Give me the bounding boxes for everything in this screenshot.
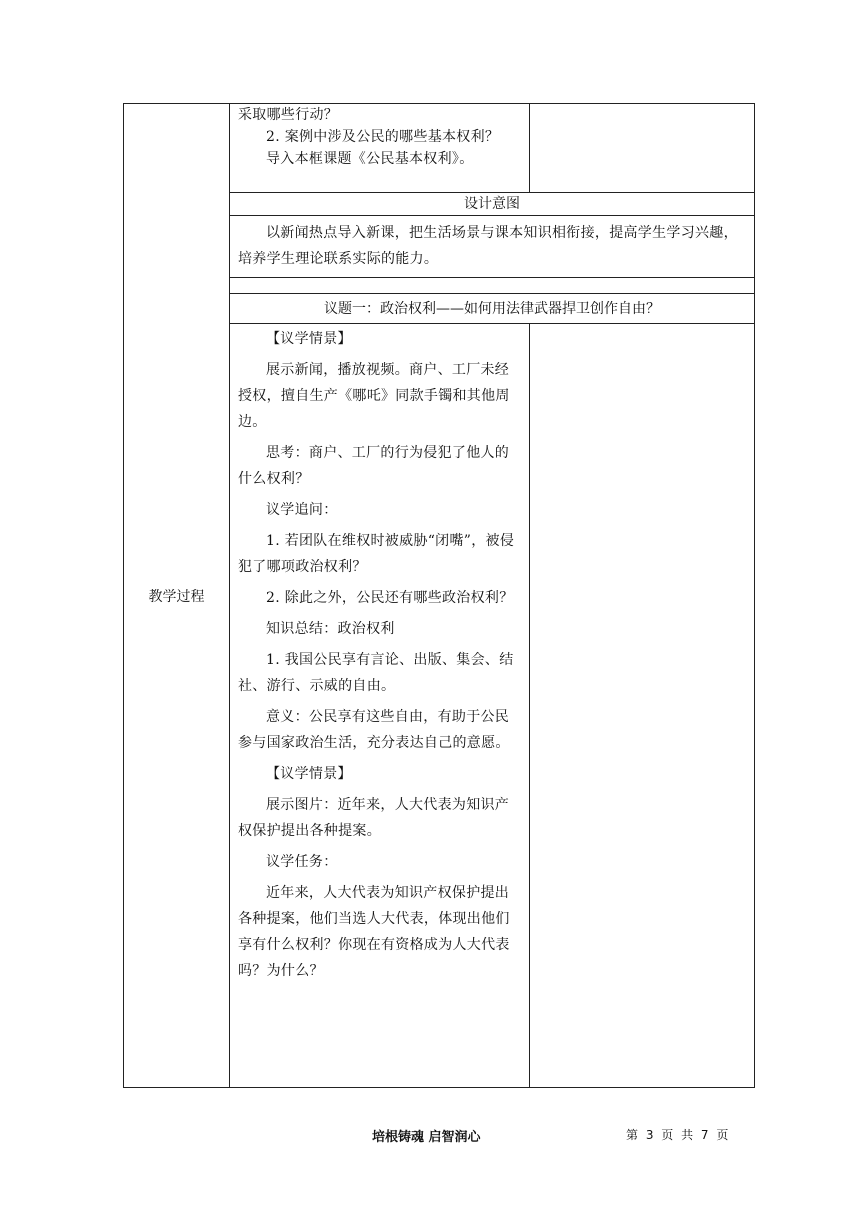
row-label: 教学过程 bbox=[148, 588, 205, 605]
activity-paragraph: 1. 若团队在维权时被威胁“闭嘴”，被侵犯了哪项政治权利？ bbox=[238, 533, 515, 575]
activity-paragraph: 议学任务： bbox=[266, 854, 338, 870]
intro-line: 采取哪些行动？ bbox=[238, 107, 339, 123]
design-intent-text: 以新闻热点导入新课，把生活场景与课本知识相衔接，提高学生学习兴趣，培养学生理论联系实际的能力。 bbox=[238, 225, 738, 267]
spacer-cell bbox=[230, 278, 755, 294]
activity-cell bbox=[230, 324, 530, 1088]
intro-cell bbox=[230, 104, 530, 193]
activity-paragraph: 【议学情景】 bbox=[266, 766, 352, 782]
activity-paragraph: 议学追问： bbox=[266, 502, 338, 518]
design-intent-heading: 设计意图 bbox=[230, 193, 755, 216]
activity-paragraph: 近年来，人大代表为知识产权保护提出各种提案，他们当选人大代表，体现出他们享有什么权利？你现在有资格成为人大代表吗？为什么？ bbox=[238, 885, 510, 979]
activity-paragraph: 【议学情景】 bbox=[266, 331, 352, 347]
activity-paragraph: 1. 我国公民享有言论、出版、集会、结社、游行、示威的自由。 bbox=[238, 652, 514, 694]
activity-paragraph: 展示新闻，播放视频。商户、工厂未经授权，擅自生产《哪吒》同款手镯和其他周边。 bbox=[238, 362, 510, 430]
row-label-cell bbox=[124, 104, 230, 1088]
activity-paragraph: 思考：商户、工厂的行为侵犯了他人的什么权利？ bbox=[238, 445, 510, 487]
topic-title: 议题一：政治权利——如何用法律武器捍卫创作自由？ bbox=[230, 294, 755, 324]
activity-paragraph: 2. 除此之外，公民还有哪些政治权利？ bbox=[266, 590, 514, 606]
activity-paragraph: 意义：公民享有这些自由，有助于公民参与国家政治生活，充分表达自己的意愿。 bbox=[238, 709, 510, 751]
activity-paragraph: 知识总结：政治权利 bbox=[266, 621, 395, 637]
activity-paragraph: 展示图片：近年来，人大代表为知识产权保护提出各种提案。 bbox=[238, 797, 510, 839]
activity-notes-cell bbox=[530, 324, 755, 1088]
page-number: 第 3 页 共 7 页 bbox=[626, 1128, 729, 1142]
intro-line: 导入本框课题《公民基本权利》。 bbox=[266, 151, 474, 167]
intro-line: 2. 案例中涉及公民的哪些基本权利？ bbox=[266, 129, 500, 145]
design-intent-cell bbox=[230, 216, 755, 278]
lesson-table bbox=[123, 103, 755, 1088]
intro-row bbox=[124, 104, 755, 193]
intro-notes-cell bbox=[530, 104, 755, 193]
footer-slogan: 培根铸魂 启智润心 bbox=[372, 1130, 481, 1145]
